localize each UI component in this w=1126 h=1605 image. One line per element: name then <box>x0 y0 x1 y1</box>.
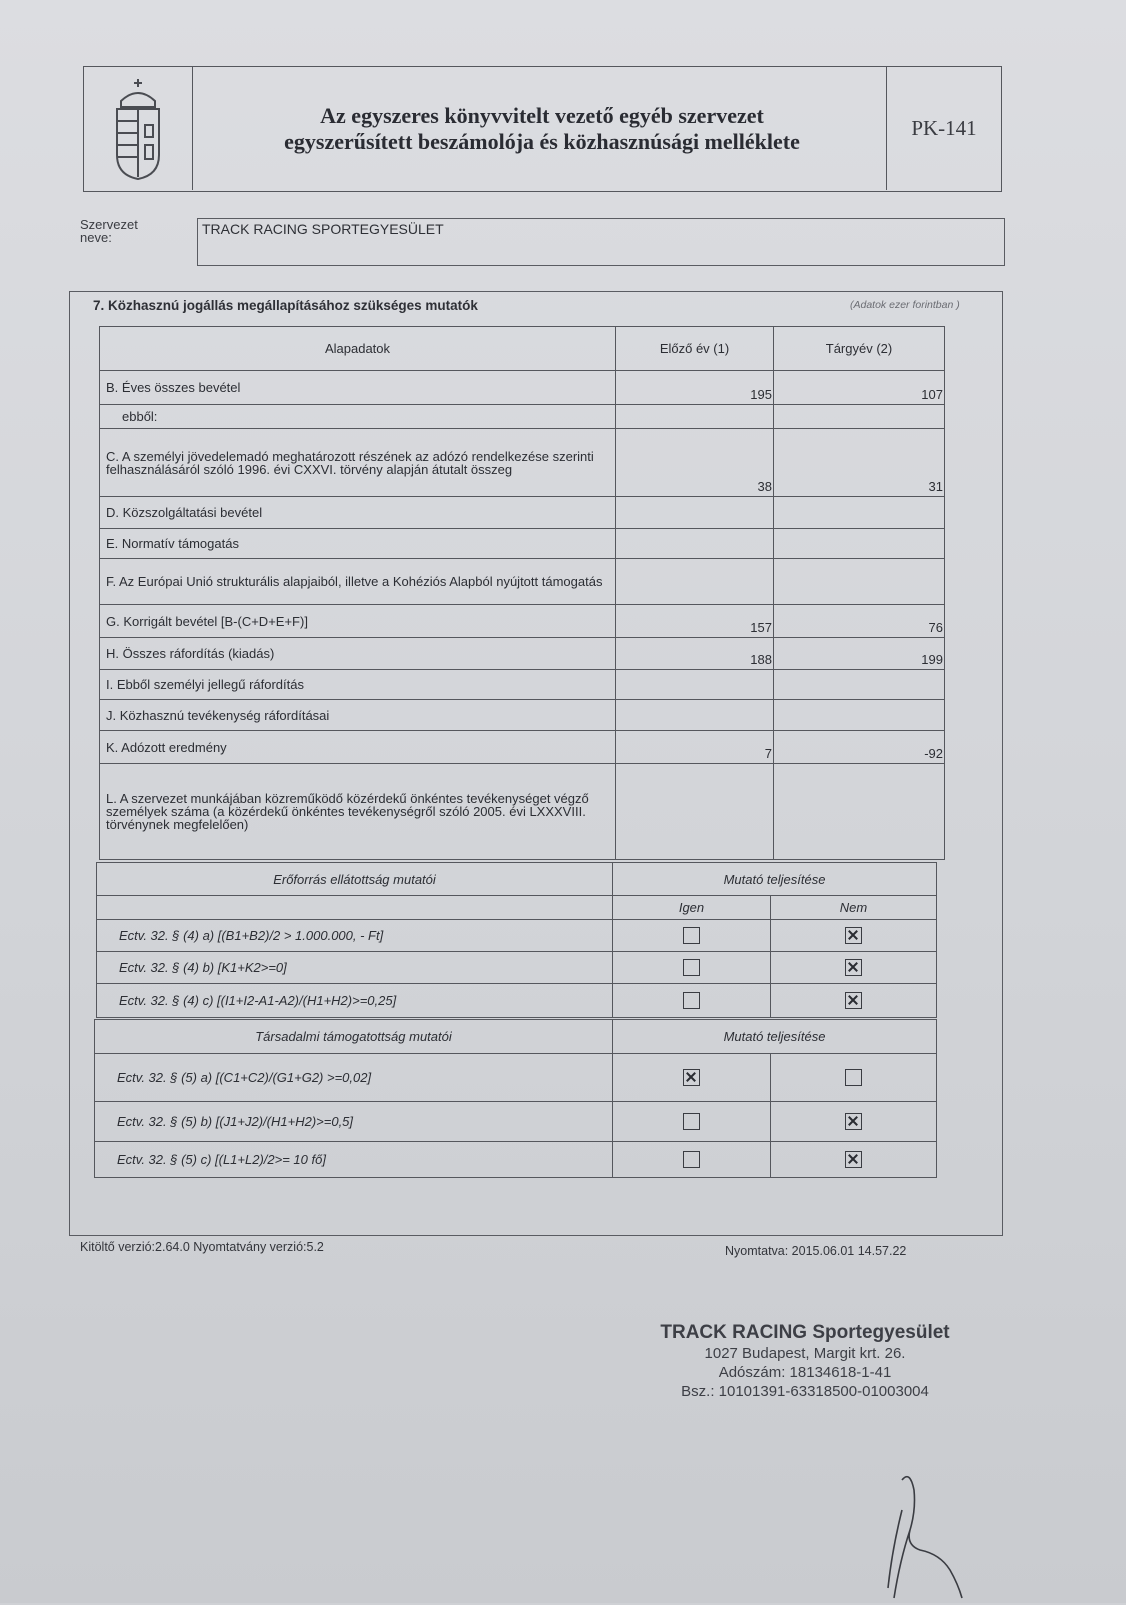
resource-criterion-row <box>97 952 937 984</box>
current-year-value <box>774 700 945 731</box>
row-label: D. Közszolgáltatási bevétel <box>100 497 616 529</box>
form-code: PK-141 <box>886 67 1001 190</box>
yes-cell <box>613 952 771 984</box>
resource-indicators-table <box>96 862 937 1018</box>
no-cell <box>771 984 937 1018</box>
row-g-corrected-income <box>100 605 945 638</box>
prev-year-value: 157 <box>616 605 774 638</box>
filler-version: Kitöltő verzió:2.64.0 Nyomtatvány verzió:5.2 <box>80 1240 324 1254</box>
row-label: ebből: <box>100 405 616 429</box>
current-year-value: 199 <box>774 638 945 670</box>
no-checkbox[interactable] <box>845 1113 862 1130</box>
hungarian-coat-of-arms-icon <box>84 67 193 190</box>
criterion-label: Ectv. 32. § (4) c) [(I1+I2-A1-A2)/(H1+H2)>=0,25] <box>97 984 613 1018</box>
resource-header-label: Erőforrás ellátottság mutatói <box>97 863 613 896</box>
col-header-basic-data: Alapadatok <box>100 327 616 371</box>
section-note: (Adatok ezer forintban ) <box>850 299 960 311</box>
resource-header-row <box>97 863 937 896</box>
current-year-value <box>774 405 945 429</box>
prev-year-value: 7 <box>616 731 774 764</box>
criterion-label: Ectv. 32. § (4) a) [(B1+B2)/2 > 1.000.000, - Ft] <box>97 920 613 952</box>
section-title: 7. Közhasznú jogállás megállapításához szükséges mutatók <box>93 298 478 313</box>
indicators-table <box>99 326 945 860</box>
row-label: H. Összes ráfordítás (kiadás) <box>100 638 616 670</box>
prev-year-value <box>616 700 774 731</box>
yes-checkbox[interactable] <box>683 992 700 1009</box>
current-year-value <box>774 497 945 529</box>
no-checkbox[interactable] <box>845 1069 862 1086</box>
organization-stamp <box>640 1322 970 1401</box>
no-cell <box>771 1142 937 1178</box>
no-checkbox[interactable] <box>845 992 862 1009</box>
social-header-fulfilment: Mutató teljesítése <box>613 1020 937 1054</box>
title-line-1: Az egyszeres könyvvitelt vezető egyéb szervezet <box>320 102 764 128</box>
row-label: L. A szervezet munkájában közreműködő közérdekű önkéntes tevékenységet végző személyek száma (a közérdekű önkéntes tevékenységről szóló 2005. évi LXXXVIII. törvénynek megfelelően) <box>100 764 616 860</box>
prev-year-value: 188 <box>616 638 774 670</box>
row-label: I. Ebből személyi jellegű ráfordítás <box>100 670 616 700</box>
resource-subheader-blank <box>97 896 613 920</box>
social-criterion-row <box>95 1142 937 1178</box>
stamp-line-4: Bsz.: 10101391-63318500-01003004 <box>681 1383 929 1400</box>
resource-criterion-row <box>97 984 937 1018</box>
form-header <box>83 66 1002 192</box>
table-header-row <box>100 327 945 371</box>
social-indicators-table <box>94 1019 937 1178</box>
yes-checkbox[interactable] <box>683 959 700 976</box>
row-label: J. Közhasznú tevékenység ráfordításai <box>100 700 616 731</box>
col-header-current-year: Tárgyév (2) <box>774 327 945 371</box>
current-year-value: 31 <box>774 429 945 497</box>
row-c-personal-income-tax-share <box>100 429 945 497</box>
no-cell <box>771 920 937 952</box>
resource-subheader-row <box>97 896 937 920</box>
row-k-net-result <box>100 731 945 764</box>
no-cell <box>771 1054 937 1102</box>
no-cell <box>771 952 937 984</box>
stamp-line-2: 1027 Budapest, Margit krt. 26. <box>704 1345 906 1362</box>
row-label: G. Korrigált bevétel [B-(C+D+E+F)] <box>100 605 616 638</box>
org-name-label <box>80 218 138 244</box>
prev-year-value <box>616 764 774 860</box>
prev-year-value <box>616 529 774 559</box>
print-timestamp: Nyomtatva: 2015.06.01 14.57.22 <box>725 1244 907 1258</box>
yes-cell <box>613 984 771 1018</box>
prev-year-value <box>616 497 774 529</box>
yes-checkbox[interactable] <box>683 1151 700 1168</box>
stamp-line-3: Adószám: 18134618-1-41 <box>718 1364 892 1381</box>
social-header-label: Társadalmi támogatottság mutatói <box>95 1020 613 1054</box>
no-checkbox[interactable] <box>845 959 862 976</box>
row-label: B. Éves összes bevétel <box>100 371 616 405</box>
resource-header-fulfilment: Mutató teljesítése <box>613 863 937 896</box>
prev-year-value <box>616 405 774 429</box>
prev-year-value: 195 <box>616 371 774 405</box>
row-d-public-service-income <box>100 497 945 529</box>
row-l-volunteers <box>100 764 945 860</box>
org-label-line-1: Szervezet <box>80 217 138 232</box>
current-year-value: 76 <box>774 605 945 638</box>
col-header-prev-year: Előző év (1) <box>616 327 774 371</box>
current-year-value <box>774 670 945 700</box>
current-year-value: -92 <box>774 731 945 764</box>
prev-year-value <box>616 559 774 605</box>
row-i-personnel-expenses <box>100 670 945 700</box>
yes-cell <box>613 1102 771 1142</box>
social-header-row <box>95 1020 937 1054</box>
row-h-total-expenses <box>100 638 945 670</box>
row-j-public-benefit-expenses <box>100 700 945 731</box>
criterion-label: Ectv. 32. § (5) b) [(J1+J2)/(H1+H2)>=0,5] <box>95 1102 613 1142</box>
current-year-value <box>774 529 945 559</box>
current-year-value <box>774 559 945 605</box>
no-checkbox[interactable] <box>845 927 862 944</box>
no-cell <box>771 1102 937 1142</box>
current-year-value: 107 <box>774 371 945 405</box>
stamp-line-1: TRACK RACING Sportegyesület <box>660 1322 950 1343</box>
row-label: C. A személyi jövedelemadó meghatározott részének az adózó rendelkezése szerinti felhasználásáról szóló 1996. évi CXXVI. törvény alapján átutalt összeg <box>100 429 616 497</box>
title-line-2: egyszerűsített beszámolója és közhasznúsági melléklete <box>284 128 800 154</box>
criterion-label: Ectv. 32. § (5) c) [(L1+L2)/2>= 10 fő] <box>95 1142 613 1178</box>
org-name-field: TRACK RACING SPORTEGYESÜLET <box>197 218 1005 266</box>
row-label: E. Normatív támogatás <box>100 529 616 559</box>
yes-cell <box>613 1054 771 1102</box>
social-criterion-row <box>95 1102 937 1142</box>
yes-cell <box>613 1142 771 1178</box>
yes-cell <box>613 920 771 952</box>
row-label: K. Adózott eredmény <box>100 731 616 764</box>
org-label-line-2: neve: <box>80 230 112 245</box>
row-label: F. Az Európai Unió strukturális alapjaiból, illetve a Kohéziós Alapból nyújtott támogatás <box>100 559 616 605</box>
resource-yes-header: Igen <box>613 896 771 920</box>
criterion-label: Ectv. 32. § (4) b) [K1+K2>=0] <box>97 952 613 984</box>
row-b-annual-income <box>100 371 945 405</box>
social-criterion-row <box>95 1054 937 1102</box>
prev-year-value: 38 <box>616 429 774 497</box>
no-checkbox[interactable] <box>845 1151 862 1168</box>
resource-no-header: Nem <box>771 896 937 920</box>
row-of-which <box>100 405 945 429</box>
resource-criterion-row <box>97 920 937 952</box>
yes-checkbox[interactable] <box>683 927 700 944</box>
yes-checkbox[interactable] <box>683 1069 700 1086</box>
row-f-eu-funds <box>100 559 945 605</box>
yes-checkbox[interactable] <box>683 1113 700 1130</box>
current-year-value <box>774 764 945 860</box>
signature-icon <box>880 1470 1000 1605</box>
prev-year-value <box>616 670 774 700</box>
row-e-normative-support <box>100 529 945 559</box>
form-title <box>192 67 892 190</box>
criterion-label: Ectv. 32. § (5) a) [(C1+C2)/(G1+G2) >=0,02] <box>95 1054 613 1102</box>
